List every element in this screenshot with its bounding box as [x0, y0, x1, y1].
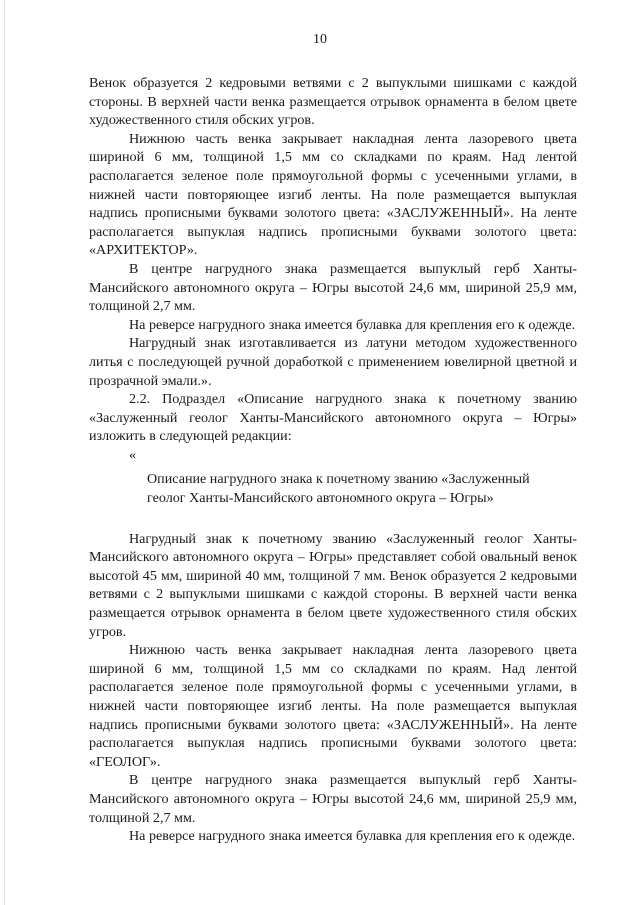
paragraph-reverse-pin-geologist: На реверсе нагрудного знака имеется булавка для крепления его к одежде. [129, 828, 576, 845]
paragraph-subsection-2-2: 2.2. Подраздел «Описание нагрудного знака к почетному званию «Заслуженный геолог Ханты-Мансийского автономного округа – Югры» изложить в следующей редакции: [89, 391, 577, 445]
opening-quote-mark: « [129, 446, 137, 463]
paragraph-geologist-badge-intro: Нагрудный знак к почетному званию «Заслуженный геолог Ханты-Мансийского автономного округа – Югры» представляет собой овальный венок высотой 45 мм, шириной 40 мм, толщиной 7 мм. Венок образуется 2 кедровыми ветвями с 2 выпуклыми шишками с каждой стороны. В верхней части венка размещается отрывок орнамента в белом цвете художественного стиля обских угров. [89, 530, 577, 640]
paragraph-coat-of-arms-architect: В центре нагрудного знака размещается выпуклый герб Ханты-Мансийского автономного округа – Югры высотой 24,6 мм, шириной 25,9 мм, толщиной 2,7 мм. [89, 260, 577, 315]
paragraph-wreath-continuation: Венок образуется 2 кедровыми ветвями с 2 выпуклыми шишками с каждой стороны. В верхней части венка размещается отрывок орнамента в белом цвете художественного стиля обских угров. [89, 75, 577, 129]
paragraph-manufacturing: Нагрудный знак изготавливается из латуни методом художественного литья с последующей ручной доработкой с применением ювелирной цветной и прозрачной эмали.». [89, 335, 577, 389]
paragraph-ribbon-architect: Нижнюю часть венка закрывает накладная лента лазоревого цвета шириной 6 мм, толщиной 1,5 мм со складками по краям. Над лентой располагается зеленое поле прямоугольной формы с усеченными углами, в нижней части повторяющее изгиб ленты. На поле размещается выпуклая надпись прописными буквами золотого цвета: «ЗАСЛУЖЕННЫЙ». На ленте располагается выпуклая надпись прописными буквами золотого цвета: «АРХИТЕКТОР». [89, 130, 577, 259]
paragraph-ribbon-geologist: Нижнюю часть венка закрывает накладная лента лазоревого цвета шириной 6 мм, толщиной 1,5 мм со складками по краям. Над лентой располагается зеленое поле прямоугольной формы с усеченными углами, в нижней части повторяющее изгиб ленты. На поле размещается выпуклая надпись прописными буквами золотого цвета: «ЗАСЛУЖЕННЫЙ». На ленте располагается выпуклая надпись прописными буквами золотого цвета: «ГЕОЛОГ». [89, 642, 577, 770]
page-number: 10 [313, 32, 327, 47]
paragraph-coat-of-arms-geologist: В центре нагрудного знака размещается выпуклый герб Ханты-Мансийского автономного округа – Югры высотой 24,6 мм, шириной 25,9 мм, толщиной 2,7 мм. [89, 772, 577, 826]
paragraph-reverse-pin-architect: На реверсе нагрудного знака имеется булавка для крепления его к одежде. [129, 316, 576, 333]
document-body [89, 74, 577, 846]
page-edge-line [4, 0, 5, 905]
section-heading-geologist: Описание нагрудного знака к почетному званию «Заслуженный геолог Ханты-Мансийского автономного округа – Югры» [147, 471, 530, 507]
